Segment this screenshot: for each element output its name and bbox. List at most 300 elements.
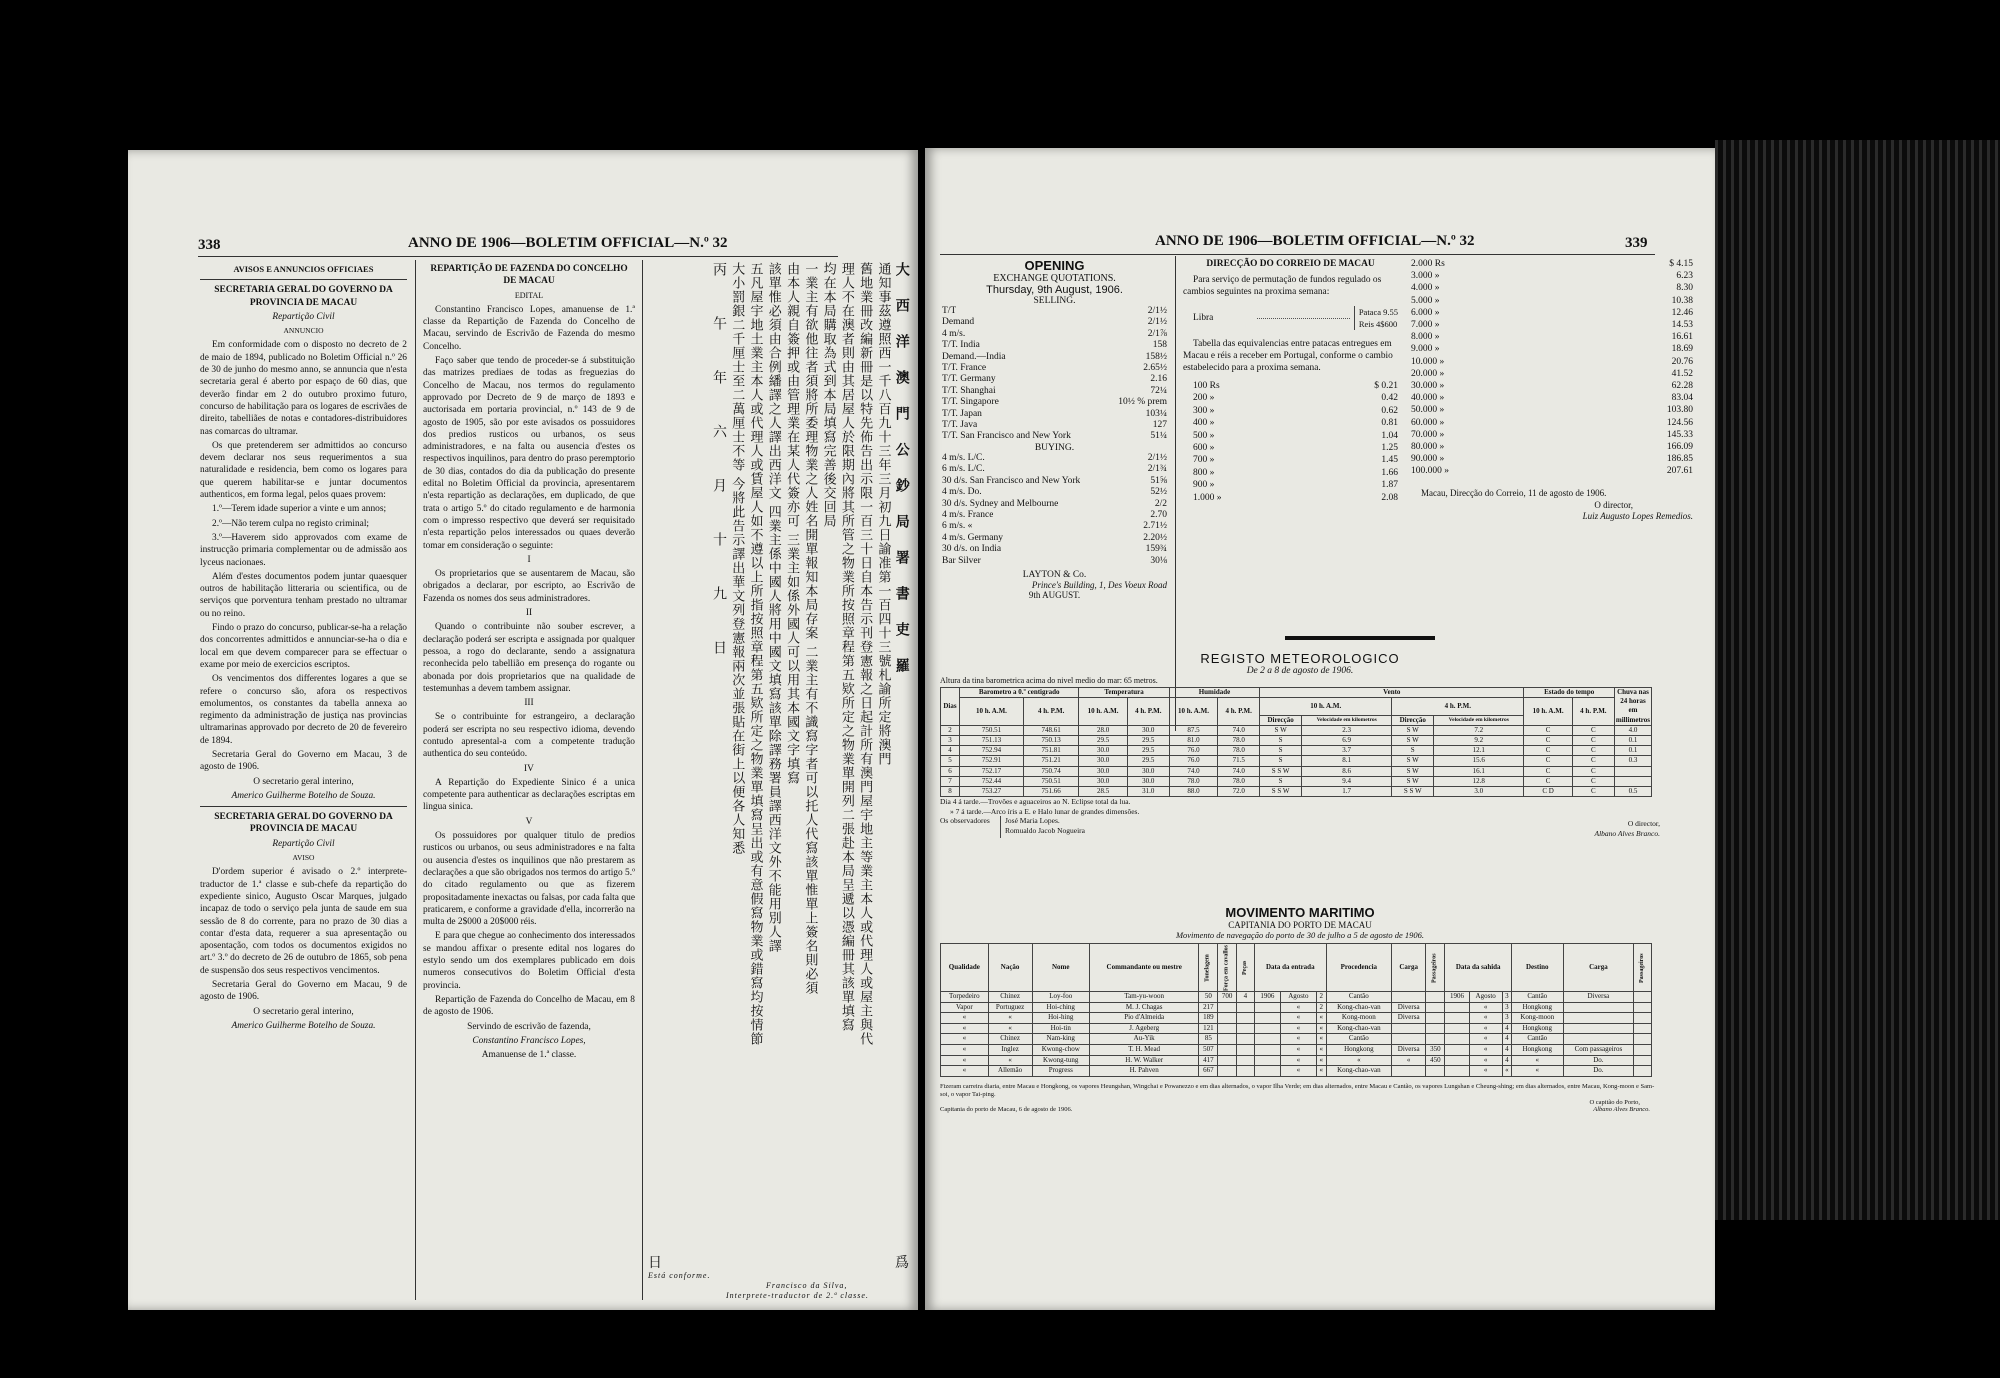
met-cell: 3.7 bbox=[1302, 746, 1392, 756]
equivalence-row bbox=[1183, 392, 1398, 404]
mov-cell: Inglez bbox=[988, 1044, 1032, 1055]
mov-cell: 4 bbox=[1502, 1044, 1511, 1055]
mov-cell: 4 bbox=[1502, 1023, 1511, 1034]
section-ii: II bbox=[525, 608, 533, 619]
mov-cell: Do. bbox=[1563, 1066, 1634, 1077]
mov-cell: 4 bbox=[1502, 1055, 1511, 1066]
mov-cell: Kong-chao-van bbox=[1326, 1002, 1391, 1013]
mov-cell: « bbox=[1280, 1002, 1316, 1013]
met-cell: 78.0 bbox=[1218, 736, 1260, 746]
selling-row-value: 2/1½ bbox=[1147, 306, 1167, 316]
equivalence-row-value: 6.23 bbox=[1676, 271, 1693, 282]
equivalence-row-label: 400 » bbox=[1193, 418, 1215, 429]
equivalence-row-label: 20.000 » bbox=[1411, 368, 1445, 379]
chinese-column: 丙午年六月十九日 bbox=[710, 262, 727, 694]
mov-header: Passageiros bbox=[1426, 944, 1445, 992]
mov-cell bbox=[1634, 992, 1652, 1003]
met-cell: 751.13 bbox=[960, 736, 1024, 746]
chinese-column: 一業主有欲他往者須將所委理物業之人姓名開單報知本局存案 二業主有不識寫字者可以托人代寫該單惟單上簽名則必須 bbox=[802, 262, 818, 996]
mov-cell bbox=[1254, 1034, 1280, 1045]
mov-cell: 189 bbox=[1199, 1013, 1218, 1024]
mov-cell: Chinez bbox=[988, 1034, 1032, 1045]
mov-cell: Hoi-ching bbox=[1032, 1002, 1089, 1013]
buying-row bbox=[942, 556, 1167, 567]
chinese-column: Interprete-traductor de 2.ª classe. bbox=[726, 1291, 869, 1300]
equivalence-row bbox=[1411, 404, 1693, 416]
buying-row bbox=[942, 453, 1167, 464]
equivalence-row-label: 600 » bbox=[1193, 443, 1215, 454]
equivalence-row bbox=[1411, 429, 1693, 441]
mov-period: Movimento de navegação do porto de 30 de julho a 5 de agosto de 1906. bbox=[1175, 930, 1425, 940]
mov-cell bbox=[1254, 1023, 1280, 1034]
mov-cell: Loy-foo bbox=[1032, 992, 1089, 1003]
equivalence-row-value: 16.61 bbox=[1671, 332, 1693, 343]
mov-header: Peças bbox=[1237, 944, 1255, 992]
equivalence-row bbox=[1411, 368, 1693, 380]
selling-row-value: 2/1⅞ bbox=[1147, 328, 1167, 339]
selling-row-label: Demand.—India bbox=[942, 351, 1006, 362]
mov-cell: Kong-moon bbox=[1326, 1013, 1391, 1024]
edital-column bbox=[423, 263, 635, 1063]
edital-sign-c: Amanuense de 1.ª classe. bbox=[481, 1050, 577, 1061]
dept-label-2: Repartição Civil bbox=[272, 838, 335, 849]
mov-cell: « bbox=[1502, 1066, 1511, 1077]
mov-header: Nome bbox=[1032, 944, 1089, 992]
mov-cell bbox=[1634, 1034, 1652, 1045]
mov-cell: Com passageiros bbox=[1563, 1044, 1634, 1055]
chinese-column: 由本人親自簽押或由管理業在某人代簽亦可 三業主如係外國人可以用其本國文字填寫 bbox=[784, 262, 800, 786]
met-cell: 30.0 bbox=[1079, 756, 1127, 766]
met-cell: 28.5 bbox=[1079, 787, 1127, 797]
annuncio-paragraph: 2.º—Não terem culpa no registo criminal; bbox=[212, 518, 370, 529]
met-cell: 16.1 bbox=[1434, 766, 1524, 776]
mov-cell bbox=[1445, 1055, 1469, 1066]
mov-row bbox=[941, 1066, 1652, 1077]
met-cell: 30.0 bbox=[1127, 776, 1169, 786]
mov-cell: M. J. Chagas bbox=[1089, 1002, 1198, 1013]
mov-cell: « bbox=[1469, 1013, 1502, 1024]
mov-header: Destino bbox=[1512, 944, 1563, 992]
mov-place-date: Capitania do porto de Macau, 6 de agosto de 1906. bbox=[940, 1105, 1073, 1113]
equivalence-row-label: 900 » bbox=[1193, 480, 1215, 491]
equivalence-row-value: 20.76 bbox=[1671, 356, 1693, 367]
equivalence-row-label: 30.000 » bbox=[1411, 381, 1445, 392]
equivalence-row-value: 1.25 bbox=[1381, 443, 1398, 454]
equivalence-row-value: 14.53 bbox=[1671, 320, 1693, 331]
met-cell: C D bbox=[1524, 787, 1572, 797]
buying-row-value: 2/2 bbox=[1154, 498, 1167, 509]
met-cell: 752.44 bbox=[960, 776, 1024, 786]
selling-row bbox=[942, 397, 1167, 408]
mov-cell: « bbox=[941, 1013, 989, 1024]
chinese-column: Está conforme. bbox=[648, 1271, 711, 1280]
chinese-column: 五凡屋宇地土業主本人或代理人或賃屋人如不遵以上所指按照章程第五欵所定之物業單填寫呈出或有意假寫物業或錯寫均按情節 bbox=[747, 262, 763, 1046]
equivalence-row bbox=[1411, 417, 1693, 429]
mov-cell bbox=[1426, 1013, 1445, 1024]
met-cell: 750.13 bbox=[1023, 736, 1078, 746]
mov-cell: « bbox=[941, 1034, 989, 1045]
equivalence-row-label: 40.000 » bbox=[1411, 393, 1445, 404]
page-number-right: 339 bbox=[1625, 235, 1648, 251]
met-cell: C bbox=[1524, 776, 1572, 786]
mov-cell bbox=[1634, 1002, 1652, 1013]
met-cell: C bbox=[1524, 756, 1572, 766]
met-cell: 3.0 bbox=[1434, 787, 1524, 797]
mov-cell: Vapor bbox=[941, 1002, 989, 1013]
equivalence-row-value: 2.08 bbox=[1381, 492, 1398, 503]
met-cell: 7.2 bbox=[1434, 725, 1524, 735]
mov-cell bbox=[1634, 1055, 1652, 1066]
buying-row bbox=[942, 521, 1167, 532]
mov-row bbox=[941, 1044, 1652, 1055]
equivalence-row bbox=[1183, 454, 1398, 466]
buying-row bbox=[942, 476, 1167, 487]
equivalence-row bbox=[1411, 307, 1693, 319]
mov-cell: 1906 bbox=[1445, 992, 1469, 1003]
equivalence-row-label: 2.000 Rs bbox=[1411, 259, 1445, 269]
mov-cell bbox=[1426, 992, 1445, 1003]
section-title: AVISOS E ANNUNCIOS OFFICIAES bbox=[233, 264, 374, 274]
aviso-paragraph: D'ordem superior é avisado o 2.º interprete-traductor de 1.ª classe e sub-chefe da repartição do expediente sinico, Augusto Oscar Marques, julgado incapaz de todo o serviço pela junta de saude em sua sessão de 8 do corrente, para no prazo de 30 dias a contar d'esta data, requerer a sua apresentação ou aposentação, com todos os documentos exigidos no art.º 3.º do decreto de 26 de outubro de 1865, sob pena de suspensão dos seus respectivos vencimentos. bbox=[200, 867, 407, 976]
buying-row-label: 4 m/s. Do. bbox=[942, 487, 982, 498]
met-cell: S W bbox=[1392, 756, 1434, 766]
met-cell: 8 bbox=[941, 787, 960, 797]
mov-cell: Cantão bbox=[1512, 992, 1563, 1003]
equivalence-row-label: 500 » bbox=[1193, 430, 1215, 441]
mov-cell bbox=[1426, 1023, 1445, 1034]
met-cell: S W bbox=[1392, 776, 1434, 786]
mov-cell: 2 bbox=[1316, 1002, 1326, 1013]
met-note-1: Dia 4 á tarde.—Trovões e aguaceiros ao N. Eclipse total da lua. bbox=[940, 797, 1131, 807]
met-cell: 752.17 bbox=[960, 766, 1024, 776]
maritime-section bbox=[940, 905, 1660, 1113]
left-page bbox=[128, 150, 918, 1310]
selling-row-value: 158½ bbox=[1145, 351, 1167, 362]
right-page bbox=[925, 148, 1715, 1310]
mov-cell: « bbox=[1469, 1034, 1502, 1045]
mov-cell: Diversa bbox=[1391, 1044, 1426, 1055]
divider-ornament bbox=[1285, 636, 1435, 640]
mov-cell bbox=[1445, 1023, 1469, 1034]
mov-cell bbox=[1634, 1066, 1652, 1077]
buying-row bbox=[942, 464, 1167, 475]
met-cell: 752.94 bbox=[960, 746, 1024, 756]
mov-cell: « bbox=[1280, 1066, 1316, 1077]
mov-cell bbox=[1634, 1044, 1652, 1055]
met-cell: 78.0 bbox=[1218, 746, 1260, 756]
mov-cell: Agosto bbox=[1280, 992, 1316, 1003]
equivalence-row-value: 207.61 bbox=[1666, 466, 1693, 477]
annuncio-paragraph: Secretaria Geral do Governo em Macau, 3 de agosto de 1906. bbox=[200, 749, 407, 773]
selling-row bbox=[942, 329, 1167, 340]
met-h-temp-10am: 10 h. A.M. bbox=[1079, 698, 1127, 726]
chinese-footer-left: 日 bbox=[648, 1255, 662, 1271]
met-table bbox=[940, 687, 1652, 797]
chinese-column: 通知事茲遵照西一千八百九十三年三月初九日諭准第一百四十三號札諭所定將澳門 bbox=[875, 262, 891, 766]
book-binding bbox=[1715, 140, 2000, 1220]
met-cell: 0.5 bbox=[1614, 787, 1651, 797]
chinese-footer-right: 爲 bbox=[895, 1255, 909, 1271]
met-h-estado: Estado do tempo bbox=[1524, 688, 1615, 698]
met-cell: 0.1 bbox=[1614, 736, 1651, 746]
met-cell: 29.5 bbox=[1127, 746, 1169, 756]
mov-cell: « bbox=[1316, 1013, 1326, 1024]
selling-row-label: T/T. San Francisco and New York bbox=[942, 431, 1071, 442]
met-h-dias: Dias bbox=[941, 688, 960, 726]
met-cell: 2 bbox=[941, 725, 960, 735]
mov-cell: « bbox=[1512, 1066, 1563, 1077]
selling-row-label: T/T. Germany bbox=[942, 374, 996, 385]
mov-header: Nação bbox=[988, 944, 1032, 992]
mov-cell bbox=[1426, 1002, 1445, 1013]
mov-cell bbox=[1391, 1066, 1426, 1077]
met-cell: 29.5 bbox=[1127, 756, 1169, 766]
met-title: REGISTO METEOROLOGICO bbox=[1200, 651, 1400, 666]
correio-place-date: Macau, Direcção do Correio, 11 de agosto de 1906. bbox=[1421, 488, 1607, 498]
mov-cell: Cantão bbox=[1326, 1034, 1391, 1045]
mov-cell: « bbox=[1280, 1013, 1316, 1024]
mov-cell: Kong-chao-van bbox=[1326, 1023, 1391, 1034]
buying-row-label: 30 d/s. San Francisco and New York bbox=[942, 475, 1081, 486]
mov-row bbox=[941, 1034, 1652, 1045]
libra-reis: Reis 4$600 bbox=[1358, 319, 1398, 329]
met-cell: C bbox=[1524, 766, 1572, 776]
mov-table bbox=[940, 943, 1652, 1077]
firm-name: LAYTON & Co. bbox=[1022, 569, 1087, 580]
met-cell: 1.7 bbox=[1302, 787, 1392, 797]
mov-header: Passageiros bbox=[1634, 944, 1652, 992]
buying-row-value: 2/1½ bbox=[1147, 452, 1167, 463]
met-cell: 15.6 bbox=[1434, 756, 1524, 766]
mov-cell: Tam-yu-woon bbox=[1089, 992, 1198, 1003]
buying-row-value: 51⅝ bbox=[1150, 475, 1167, 486]
mov-cell bbox=[1237, 1034, 1255, 1045]
mov-cell: 85 bbox=[1199, 1034, 1218, 1045]
equivalence-row bbox=[1183, 405, 1398, 417]
mov-cell: Allemão bbox=[988, 1066, 1032, 1077]
mov-cell: H. W. Walker bbox=[1089, 1055, 1198, 1066]
mov-cell: « bbox=[1512, 1055, 1563, 1066]
mov-header: Commandante ou mestre bbox=[1089, 944, 1198, 992]
mov-cell: 507 bbox=[1199, 1044, 1218, 1055]
equivalence-row-label: 90.000 » bbox=[1411, 454, 1445, 465]
equivalence-row bbox=[1183, 492, 1398, 504]
chinese-column: 大西洋澳門公鈔局署書吏羅 bbox=[893, 262, 910, 694]
met-cell: 71.5 bbox=[1218, 756, 1260, 766]
mov-row bbox=[941, 1023, 1652, 1034]
buying-row-label: 6 m/s. « bbox=[942, 521, 973, 532]
met-cell: C bbox=[1524, 725, 1572, 735]
annuncio-paragraph: 1.º—Terem idade superior a vinte e um annos; bbox=[212, 504, 387, 515]
mov-cell: « bbox=[941, 1023, 989, 1034]
met-cell: S bbox=[1260, 736, 1302, 746]
equivalence-row-value: 41.52 bbox=[1671, 368, 1693, 379]
met-cell: 76.0 bbox=[1169, 746, 1217, 756]
mov-cell bbox=[1445, 1002, 1469, 1013]
mov-cell bbox=[1254, 1066, 1280, 1077]
correio-director: O director, bbox=[1594, 499, 1633, 510]
mov-cell: 450 bbox=[1426, 1055, 1445, 1066]
edital-paragraph: Faço saber que tendo de proceder-se á substituição das matrizes prediaes de todas as freguezias do Concelho de Macau, nos termos do regulamento approvado por Decreto de 9 de março de 1893 e auctorisada em portaria provincial, n.º 143 de 9 de agosto de 1905, são por este avisados os possuidores dos predios rusticos ou urbanos, os seus administradores, e na falta ou ausencia d'estes os respectivos inquilinos, para dentro do praso peremptorio de 30 dias, contados do dia da publicação do presente edital no Boletim Official da provincia, apresentarem n'esta repartição as declarações, em duplicado, de que trata o artigo 5.º do citado regulamento e de harmonia com o impresso respectivo que deverá ser requisitado n'esta repartição pelos interessados ou quaes deverão tomar em consideração o seguinte: bbox=[423, 356, 635, 551]
selling-row bbox=[942, 317, 1167, 328]
met-h-chuva: Chuva nas 24 horas em millimetros bbox=[1615, 688, 1650, 724]
mov-cell bbox=[1218, 1013, 1237, 1024]
section-ii-text: Quando o contribuinte não souber escrever, a declaração poderá ser escripta e assignada por qualquer pessoa, a rogo do declarante, sendo a assignatura reconhecida pelo tabellião em presença do rogante ou abonada por dois proprietarios que na qualidade de testemunhas a devem tambem assignar. bbox=[423, 622, 635, 694]
buying-row-label: 30 d/s. on India bbox=[942, 544, 1002, 555]
equivalence-row bbox=[1183, 430, 1398, 442]
mov-cell bbox=[1445, 1034, 1469, 1045]
met-row bbox=[941, 776, 1652, 786]
met-cell bbox=[1614, 766, 1651, 776]
mov-cell: 4 bbox=[1237, 992, 1255, 1003]
met-cell: C bbox=[1572, 787, 1614, 797]
met-observer-2: Romualdo Jacob Nogueira bbox=[1005, 825, 1085, 835]
buying-row-value: 52½ bbox=[1150, 487, 1167, 498]
equivalence-row-value: 8.30 bbox=[1676, 283, 1693, 294]
chinese-column: 均在本局購取為式到本局填寫完善後交回局 bbox=[820, 262, 836, 528]
met-h-estado-4pm: 4 h. P.M. bbox=[1572, 698, 1614, 726]
mov-cell: « bbox=[1280, 1055, 1316, 1066]
mov-cell bbox=[1426, 1034, 1445, 1045]
mov-cell: « bbox=[1316, 1034, 1326, 1045]
equivalence-row bbox=[1411, 441, 1693, 453]
met-row bbox=[941, 746, 1652, 756]
met-cell: 8.1 bbox=[1302, 756, 1392, 766]
closing-text: E para que chegue ao conhecimento dos interessados se mandou affixar o presente edital nos logares do estylo sendo um dos exemplares publicado em dois numeros consecutivos do Boletim Official d'esta provincia. bbox=[423, 931, 635, 991]
met-cell: 29.5 bbox=[1127, 736, 1169, 746]
met-cell: C bbox=[1572, 756, 1614, 766]
met-cell: 78.0 bbox=[1169, 776, 1217, 786]
equivalence-row-label: 60.000 » bbox=[1411, 417, 1445, 428]
buying-row bbox=[942, 487, 1167, 498]
mov-subtitle: CAPITANIA DO PORTO DE MACAU bbox=[1228, 920, 1372, 930]
notice-kind-2: AVISO bbox=[292, 853, 315, 863]
mov-cell: Au-Yik bbox=[1089, 1034, 1198, 1045]
met-director-name: Albano Alves Branco. bbox=[1594, 828, 1660, 838]
equivalence-row-label: 5.000 » bbox=[1411, 295, 1440, 306]
buying-row-value: 2/1¾ bbox=[1147, 464, 1167, 475]
mov-cell bbox=[1634, 1023, 1652, 1034]
mov-cell: Hongkong bbox=[1512, 1023, 1563, 1034]
mov-cell bbox=[1563, 1023, 1634, 1034]
met-h-baro-10am: 10 h. A.M. bbox=[960, 698, 1024, 726]
notice-kind: ANNUNCIO bbox=[283, 326, 324, 336]
section-i-text: Os proprietarios que se ausentarem de Macau, são obrigados a declarar, por escripto, ao Escrivão de Fazenda os nomes dos seus administradores. bbox=[423, 569, 635, 604]
selling-row-label: T/T. France bbox=[942, 363, 987, 374]
mov-header: Carga bbox=[1391, 944, 1426, 992]
selling-row-value: 127 bbox=[1152, 420, 1167, 431]
mov-cell: « bbox=[1280, 1023, 1316, 1034]
buying-row-label: 30 d/s. Sydney and Melbourne bbox=[942, 498, 1059, 509]
mov-cell: 350 bbox=[1426, 1044, 1445, 1055]
met-cell: 751.66 bbox=[1023, 787, 1078, 797]
mov-cell bbox=[1563, 1034, 1634, 1045]
mov-cell: 50 bbox=[1199, 992, 1218, 1003]
met-row bbox=[941, 736, 1652, 746]
mov-cell: « bbox=[1469, 1002, 1502, 1013]
met-cell: S S W bbox=[1260, 766, 1302, 776]
met-row bbox=[941, 725, 1652, 735]
mov-cell: Chinez bbox=[988, 992, 1032, 1003]
mov-header: Qualidade bbox=[941, 944, 989, 992]
mov-row bbox=[941, 1055, 1652, 1066]
mov-cell: « bbox=[1326, 1055, 1391, 1066]
mov-cell: « bbox=[988, 1013, 1032, 1024]
met-h-vento-10am: 10 h. A.M. bbox=[1260, 698, 1392, 715]
met-cell: 7 bbox=[941, 776, 960, 786]
met-cell: 0.3 bbox=[1614, 756, 1651, 766]
equivalence-row-value: 1.45 bbox=[1381, 455, 1398, 466]
mov-cell: 417 bbox=[1199, 1055, 1218, 1066]
mov-cell bbox=[1237, 1055, 1255, 1066]
met-cell: S bbox=[1260, 756, 1302, 766]
correio-intro: Para serviço de permutação de fundos regulado os cambios seguintes na proxima semana: bbox=[1183, 275, 1382, 297]
mov-cell: 667 bbox=[1199, 1066, 1218, 1077]
mov-header: Força em cavallos bbox=[1218, 944, 1237, 992]
mov-cell: Agosto bbox=[1469, 992, 1502, 1003]
equivalence-row bbox=[1411, 295, 1693, 307]
equivalence-row bbox=[1411, 392, 1693, 404]
selling-row-value: 2.16 bbox=[1150, 374, 1167, 385]
met-cell: S bbox=[1260, 746, 1302, 756]
equivalence-row-label: 800 » bbox=[1193, 467, 1215, 478]
met-cell: C bbox=[1524, 746, 1572, 756]
buying-row-label: 4 m/s. L/C. bbox=[942, 452, 985, 463]
selling-row-label: T/T. Singapore bbox=[942, 397, 999, 408]
mov-cell: Torpedeiro bbox=[941, 992, 989, 1003]
equivalence-row bbox=[1411, 343, 1693, 355]
met-cell: 9.4 bbox=[1302, 776, 1392, 786]
annuncio-paragraph: Os vencimentos dos differentes logares a que se refere o concurso são, afora os respectivos emolumentos, os constantes da tabella annexa ao regimento da administração de justiça nas provincias ultramarinas approvado por decreto de 20 de fevereiro de 1894. bbox=[200, 674, 407, 746]
buying-row-value: 2.20½ bbox=[1143, 532, 1167, 543]
met-cell: 750.51 bbox=[960, 725, 1024, 735]
equivalence-row-label: 100 Rs bbox=[1193, 381, 1220, 391]
mov-cell: 700 bbox=[1218, 992, 1237, 1003]
met-cell: 2.3 bbox=[1302, 725, 1392, 735]
selling-row-value: 72¼ bbox=[1150, 385, 1167, 396]
met-cell: S W bbox=[1392, 736, 1434, 746]
equivalence-row-value: 166.09 bbox=[1666, 442, 1693, 453]
annuncio-paragraph: Findo o prazo do concurso, publicar-se-ha a relação dos concorrentes admittidos e annunciar-se-ha o dia e local em que devem comparecer para se effectuar o exame por meio de exercicios escriptos. bbox=[200, 623, 407, 670]
office-title: SECRETARIA GERAL DO GOVERNO DA PROVINCIA DE MACAU bbox=[214, 285, 393, 308]
buying-row-label: 4 m/s. Germany bbox=[942, 532, 1003, 543]
met-cell: 4 bbox=[941, 746, 960, 756]
mov-cell bbox=[1237, 1013, 1255, 1024]
mov-row bbox=[941, 1002, 1652, 1013]
equivalence-row-value: 124.56 bbox=[1666, 417, 1693, 428]
met-cell: 751.21 bbox=[1023, 756, 1078, 766]
section-v-text: Os possuidores por qualquer titulo de predios rusticos ou urbanos, ou seus administradores e na falta ou ausencia d'estes os inquilinos que não prestarem as declarações a que são obrigados nos termos do artigo 5.º do citado regulamento ou que as fizerem propositadamente inexactas ou falsas, por cada falta que praticarem, e conforme a gravidade d'ella, incorrerão na multa de 2$000 a 20$000 réis. bbox=[423, 831, 635, 928]
avisos-column bbox=[200, 263, 407, 1034]
section-iv: IV bbox=[524, 763, 534, 774]
met-h-baro: Barometro a 0.º centigrado bbox=[960, 688, 1079, 698]
selling-row bbox=[942, 431, 1167, 442]
mov-cell bbox=[1445, 1013, 1469, 1024]
section-iv-text: A Repartição do Expediente Sinico é a unica competente para authenticar as declarações escriptas em lingua sinica. bbox=[423, 777, 635, 813]
equivalence-row bbox=[1411, 319, 1693, 331]
annuncio-paragraph: 3.º—Haverem sido approvados com exame de instrucção primaria complementar ou de admissão aos lyceus nacionaes. bbox=[200, 532, 407, 568]
mov-cell: « bbox=[941, 1066, 989, 1077]
selling-row bbox=[942, 352, 1167, 363]
edital-title: REPARTIÇÃO DE FAZENDA DO CONCELHO DE MACAU bbox=[430, 264, 628, 287]
mov-cell bbox=[1237, 1044, 1255, 1055]
buying-row bbox=[942, 499, 1167, 510]
place-date: Repartição de Fazenda do Concelho de Macau, em 8 de agosto de 1906. bbox=[423, 994, 635, 1018]
equivalence-row bbox=[1411, 465, 1693, 477]
mov-cell bbox=[1391, 1023, 1426, 1034]
mov-cell: « bbox=[1280, 1034, 1316, 1045]
mov-cell: 3 bbox=[1502, 1002, 1511, 1013]
